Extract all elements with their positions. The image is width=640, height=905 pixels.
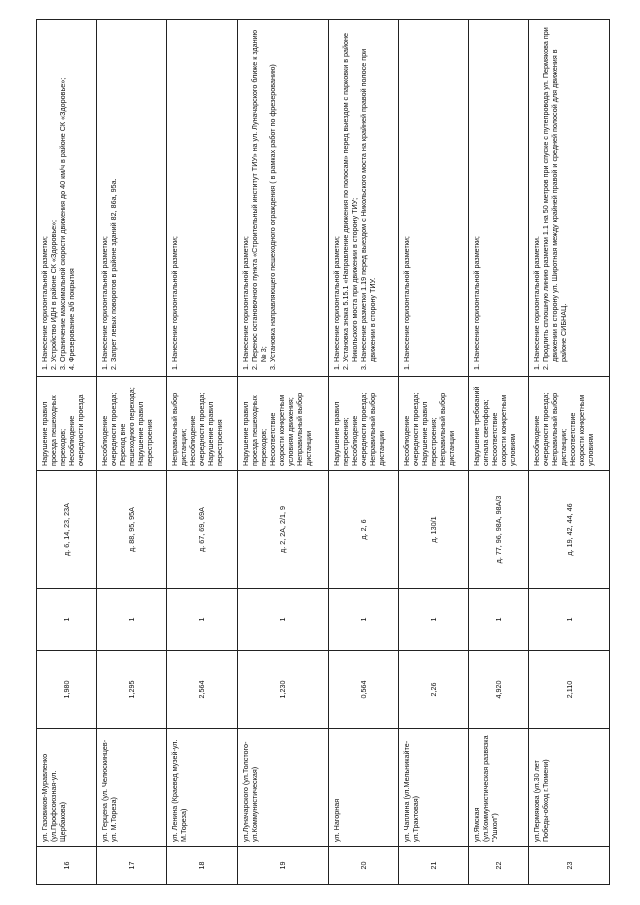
row-number-cell: 22 bbox=[469, 847, 529, 885]
measure-item: 1. Нанесение горизонтальной разметки; bbox=[332, 24, 341, 362]
measures-list bbox=[40, 24, 76, 372]
street-cell: ул.Луначарского (ул.Толстого-ул.Коммунистическая) bbox=[237, 729, 328, 847]
violation-text: Нарушение правил перестроения; bbox=[419, 401, 438, 466]
table-row bbox=[96, 20, 166, 885]
street-cell: ул.Ямская (ул.Коммунистическая развязка "Ушкол") bbox=[469, 729, 529, 847]
count-cell: 1 bbox=[469, 589, 529, 651]
violations-cell bbox=[37, 377, 97, 471]
measures-list bbox=[472, 24, 481, 372]
length-cell: 1,295 bbox=[96, 651, 166, 729]
count-cell: 1 bbox=[167, 589, 237, 651]
row-number-cell: 20 bbox=[328, 847, 398, 885]
measure-item: 3. Нанесение разметки 1.19 перед выездом с Никольского моста на крайней правой полосе при движении в сторону ТИУ. bbox=[359, 24, 377, 362]
street-cell: ул. Ленина (Краевед музей-ул. М.Тореза) bbox=[167, 729, 237, 847]
violation-text: Нарушение требований сигнала светофора; bbox=[472, 386, 491, 466]
length-cell: 0,564 bbox=[328, 651, 398, 729]
length-cell: 2,110 bbox=[529, 651, 610, 729]
measures-list bbox=[100, 24, 118, 372]
accident-sites-table bbox=[36, 19, 610, 885]
measure-item: 1. Нанесение горизонтальной разметки; bbox=[402, 24, 411, 362]
violation-text: Несоблюдение очередности проезда; bbox=[99, 392, 118, 466]
houses-cell: д. 2, 6 bbox=[328, 471, 398, 589]
measure-item: 2. Перенос остановочного пункта «Строительный институт ТИУ» на ул. Луначарского ближе к зданию № 3; bbox=[250, 24, 268, 362]
row-number-cell: 16 bbox=[37, 847, 97, 885]
measure-item: 3. Ограничение максимальной скорости движения до 40 км/ч в районе СК «Здоровье»; bbox=[58, 24, 67, 362]
houses-cell: д. 6, 14, 23, 23А bbox=[37, 471, 97, 589]
measure-item: 3. Установка направляющего пешеходного ограждения ( в рамках работ по фрезерованию) bbox=[268, 24, 277, 362]
violation-text: Несоблюдение очередности проезда bbox=[67, 394, 85, 466]
violation-text: Несоблюдение очередности проезда; bbox=[349, 392, 368, 466]
houses-cell: д. 67, 69, 69А bbox=[167, 471, 237, 589]
length-cell: 1,980 bbox=[37, 651, 97, 729]
length-cell: 2,564 bbox=[167, 651, 237, 729]
violation-text: Неправильный выбор дистанции; bbox=[170, 392, 189, 466]
table-row bbox=[37, 20, 97, 885]
count-cell: 1 bbox=[237, 589, 328, 651]
violation-text: Нарушение правил перестроения; bbox=[331, 401, 350, 466]
measure-item: 1. Нанесение горизонтальной разметки; bbox=[472, 24, 481, 362]
measures-cell bbox=[398, 20, 468, 377]
street-cell: ул. Нагорная bbox=[328, 729, 398, 847]
count-cell: 1 bbox=[96, 589, 166, 651]
violation-text: Неправильный выбор дистанции; bbox=[550, 392, 569, 466]
measure-item: 1. Нанесение горизонтальной разметки; bbox=[100, 24, 109, 362]
violation-text: Неправильный выбор дистанции bbox=[367, 392, 386, 466]
length-cell: 1,230 bbox=[237, 651, 328, 729]
violation-text: Переход вне пешеходного перехода; bbox=[117, 387, 136, 466]
houses-cell: д. 2, 2А, 2/1, 9 bbox=[237, 471, 328, 589]
violations-cell bbox=[167, 377, 237, 471]
measure-item: 2. Запрет левых поворотов в районе зданий 82, 86а, 95а. bbox=[109, 24, 118, 362]
row-number-cell: 23 bbox=[529, 847, 610, 885]
measure-item: 2. Устройство ИДН в районе СК «Здоровье»; bbox=[49, 24, 58, 362]
violation-text: Неправильный выбор дистанции bbox=[437, 392, 456, 466]
length-cell: 4,920 bbox=[469, 651, 529, 729]
measure-item: 4. Фрезерование а/б покрытия bbox=[67, 24, 76, 362]
row-number-cell: 21 bbox=[398, 847, 468, 885]
table-row bbox=[328, 20, 398, 885]
rotated-table-wrapper bbox=[36, 20, 610, 885]
count-cell: 1 bbox=[529, 589, 610, 651]
measures-list bbox=[402, 24, 411, 372]
measures-cell bbox=[529, 20, 610, 377]
houses-cell: д. 130/1 bbox=[398, 471, 468, 589]
table-row bbox=[529, 20, 610, 885]
violation-text: Несоблюдение очередности проезда; bbox=[188, 392, 207, 466]
count-cell: 1 bbox=[37, 589, 97, 651]
measures-list bbox=[532, 24, 568, 372]
violation-text: Нарушение правил проезда пешеходных переходов; bbox=[240, 395, 268, 466]
measure-item: 1. Нанесение горизонтальной разметки. bbox=[532, 24, 541, 362]
houses-cell: д. 88, 95, 95А bbox=[96, 471, 166, 589]
measures-cell bbox=[37, 20, 97, 377]
table-row bbox=[167, 20, 237, 885]
row-number-cell: 17 bbox=[96, 847, 166, 885]
houses-cell: д. 19, 42, 44, 46 bbox=[529, 471, 610, 589]
violation-text: Несоблюдение очередности проезда; bbox=[401, 392, 420, 466]
violations-cell bbox=[469, 377, 529, 471]
violations-cell bbox=[237, 377, 328, 471]
count-cell: 1 bbox=[398, 589, 468, 651]
violation-text: Нарушение правил перестроения bbox=[206, 401, 225, 466]
measure-item: 1. Нанесение горизонтальной разметки; bbox=[241, 24, 250, 362]
measures-cell bbox=[469, 20, 529, 377]
measures-list bbox=[332, 24, 377, 372]
violation-text: Нарушение правил проезда пешеходных переходов; bbox=[40, 395, 67, 466]
count-cell: 1 bbox=[328, 589, 398, 651]
measures-cell bbox=[167, 20, 237, 377]
row-number-cell: 19 bbox=[237, 847, 328, 885]
violation-text: Несоответствие скорости конкретным условиям bbox=[490, 394, 518, 466]
violation-text: Несоблюдение очередности проезда; bbox=[532, 392, 551, 466]
violations-cell bbox=[328, 377, 398, 471]
street-cell: ул. Чаплина (ул.Мельникайте-ул.Трактовая) bbox=[398, 729, 468, 847]
street-cell: ул.Пермякова (ул.30 лет Победы-обход г.Тюмени) bbox=[529, 729, 610, 847]
table-row bbox=[398, 20, 468, 885]
violations-cell bbox=[529, 377, 610, 471]
violation-text: Нарушение правил перестроения bbox=[135, 401, 154, 466]
table-row bbox=[237, 20, 328, 885]
measures-cell bbox=[237, 20, 328, 377]
houses-cell: д. 77, 96, 98А, 98А/3 bbox=[469, 471, 529, 589]
measure-item: 1. Нанесение горизонтальной разметки; bbox=[40, 24, 49, 362]
measures-cell bbox=[328, 20, 398, 377]
table-body bbox=[37, 20, 610, 885]
violations-cell bbox=[398, 377, 468, 471]
measures-list bbox=[170, 24, 179, 372]
street-cell: ул. Герцена (ул. Челюскинцев-ул. М.Тореза) bbox=[96, 729, 166, 847]
violation-text: Неправильный выбор дистанции bbox=[294, 392, 313, 466]
violation-text: Несоответствие скорости конкретным условиям движения; bbox=[267, 394, 295, 466]
row-number-cell: 18 bbox=[167, 847, 237, 885]
measures-cell bbox=[96, 20, 166, 377]
measures-list bbox=[241, 24, 277, 372]
violation-text: Несоответствие скорости конкретным условиям bbox=[568, 394, 596, 466]
table-row bbox=[469, 20, 529, 885]
length-cell: 2,26 bbox=[398, 651, 468, 729]
measure-item: 2. Продлить сплошную линию разметки 1.1 на 50 метров при спуске с путепровода ул. Пермякова при движении в сторону ул. Широтная между крайней правой и средней полосой для движения в районе СИБНАЦ. bbox=[541, 24, 568, 362]
measure-item: 1. Нанесение горизонтальной разметки; bbox=[170, 24, 179, 362]
street-cell: ул. Газовиков-Муравленко (ул.Профсоюзная-ул. Щербакова) bbox=[37, 729, 97, 847]
violations-cell bbox=[96, 377, 166, 471]
measure-item: 2. Установка знака 5.15.1 «Направление движения по полосам» перед выездом с парковки в районе Никольского моста при движении в сторону ТИУ; bbox=[341, 24, 359, 362]
